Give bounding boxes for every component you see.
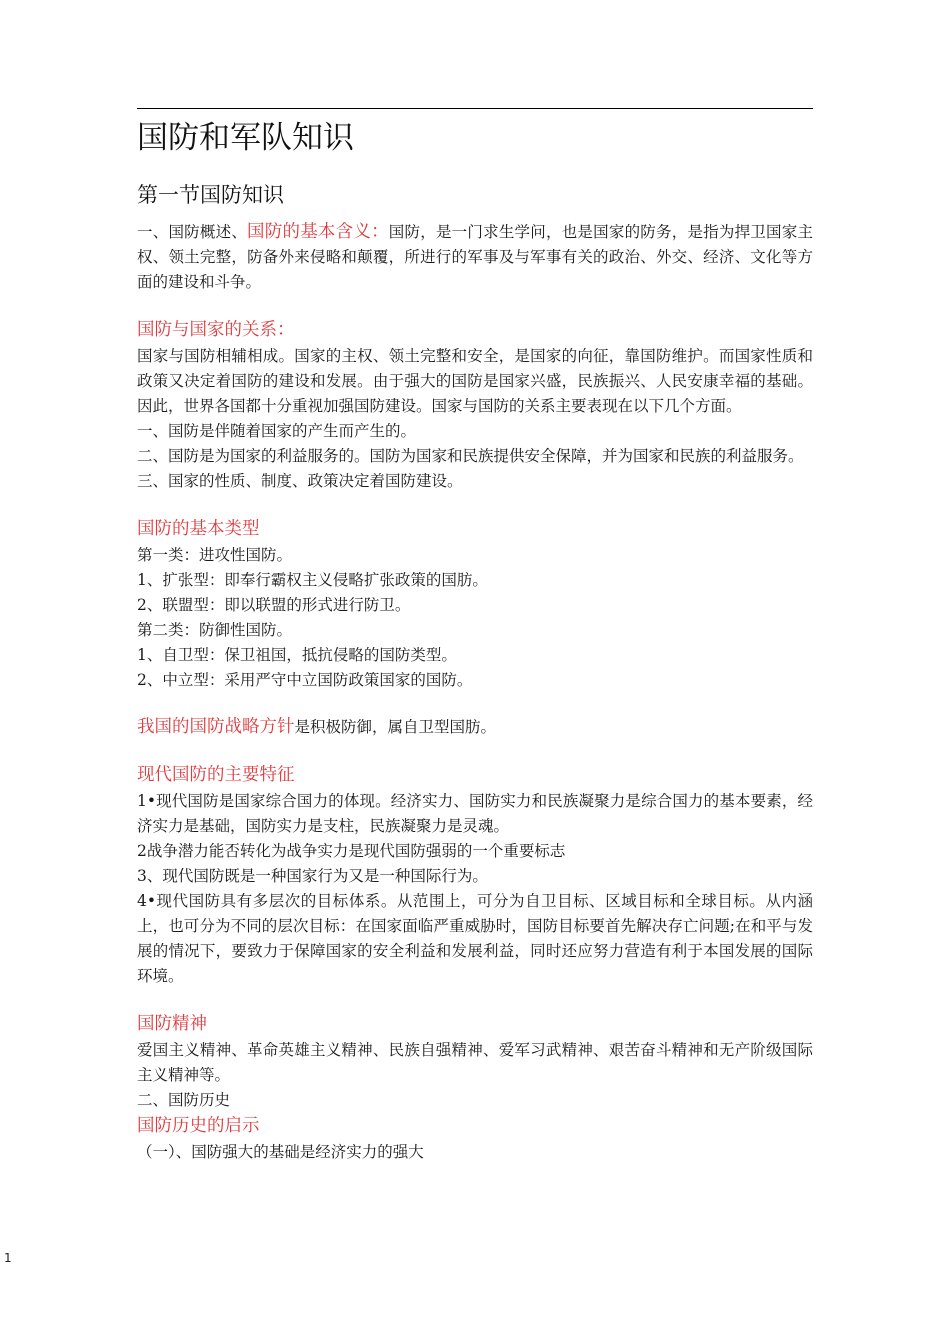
page-number: 1 [4,1251,12,1265]
spacer [137,295,813,317]
spacer [137,693,813,715]
history-heading: 国防历史的启示 [137,1116,260,1136]
relation-point-1: 一、国防是伴随着国家的产生而产生的。 [137,422,417,440]
history-label: 二、国防历史 [137,1091,231,1109]
modern-feature-1: 1•现代国防是国家综合国力的体现。经济实力、国防实力和民族凝聚力是综合国力的基本要素，经济实力是基础，国防实力是支柱，民族凝聚力是灵魂。 [137,792,813,835]
page-content [137,112,813,1165]
history-point-1: （一）、国防强大的基础是经济实力的强大 [137,1143,424,1161]
relation-paragraph: 国家与国防相辅相成。国家的主权、领土完整和安全，是国家的向征，靠国防维护。而国家性质和政策又决定着国防的建设和发展。由于强大的国防是国家兴盛，民族振兴、人民安康幸福的基础。因此，世界各国都十分重视加强国防建设。国家与国防的关系主要表现在以下几个方面。 [137,347,813,415]
intro-paragraph [137,220,813,295]
types-heading: 国防的基本类型 [137,519,260,539]
spirit-paragraph: 爱国主义精神、革命英雄主义精神、民族自强精神、爱军习武精神、艰苦奋斗精神和无产阶级国际主义精神等。 [137,1041,813,1084]
header-rule [137,108,813,109]
modern-feature-4: 4•现代国防具有多层次的目标体系。从范围上，可分为自卫目标、区域目标和全球目标。从内涵上，也可分为不同的层次目标：在国家面临严重威胁时，国防目标要首先解决存亡问题;在和平与发展的情况下，要致力于保障国家的安全利益和发展利益，同时还应努力营造有利于本国发展的国际环境。 [137,892,813,985]
spirit-heading: 国防精神 [137,1014,207,1034]
spacer [137,989,813,1011]
relation-point-3: 三、国家的性质、制度、政策决定着国防建设。 [137,472,463,490]
modern-feature-2: 2战争潜力能否转化为战争实力是现代国防强弱的一个重要标志 [137,842,566,860]
spacer [137,494,813,516]
intro-red-term: 国防的基本含义： [247,222,389,242]
types-category-1-item-a: 1、扩张型：即奉行霸权主义侵略扩张政策的国肪。 [137,571,488,589]
relation-heading: 国防与国家的关系： [137,320,295,340]
types-category-2-item-b: 2、中立型：采用严守中立国防政策国家的国防。 [137,671,473,689]
types-category-1-item-b: 2、联盟型：即以联盟的形式进行防卫。 [137,596,411,614]
relation-point-2: 二、国防是为国家的利益服务的。国防为国家和民族提供安全保障，并为国家和民族的利益服务。 [137,447,804,465]
section-title: 第一节国防知识 [137,183,284,207]
strategy-paragraph [137,715,813,740]
modern-heading: 现代国防的主要特征 [137,765,295,785]
types-category-1: 第一类：进攻性国防。 [137,546,293,564]
strategy-red-term: 我国的国防战略方针 [137,717,295,737]
page-title: 国防和军队知识 [137,120,354,156]
types-category-2: 第二类：防御性国防。 [137,621,293,639]
intro-prefix: 一、国防概述、 [137,223,248,241]
intro-rest: 国防，是一门求生学问，也是国家的防务，是指为捍卫国家主权、领土完整，防备外来侵略和颠覆，所进行的军事及与军事有关的政治、外交、经济、文化等方面的建设和斗争。 [137,223,813,291]
strategy-rest: 是积极防御，属自卫型国肪。 [294,718,497,736]
spacer [137,740,813,762]
modern-feature-3: 3、现代国防既是一种国家行为又是一种国际行为。 [137,867,488,885]
types-category-2-item-a: 1、自卫型：保卫祖国，抵抗侵略的国防类型。 [137,646,457,664]
